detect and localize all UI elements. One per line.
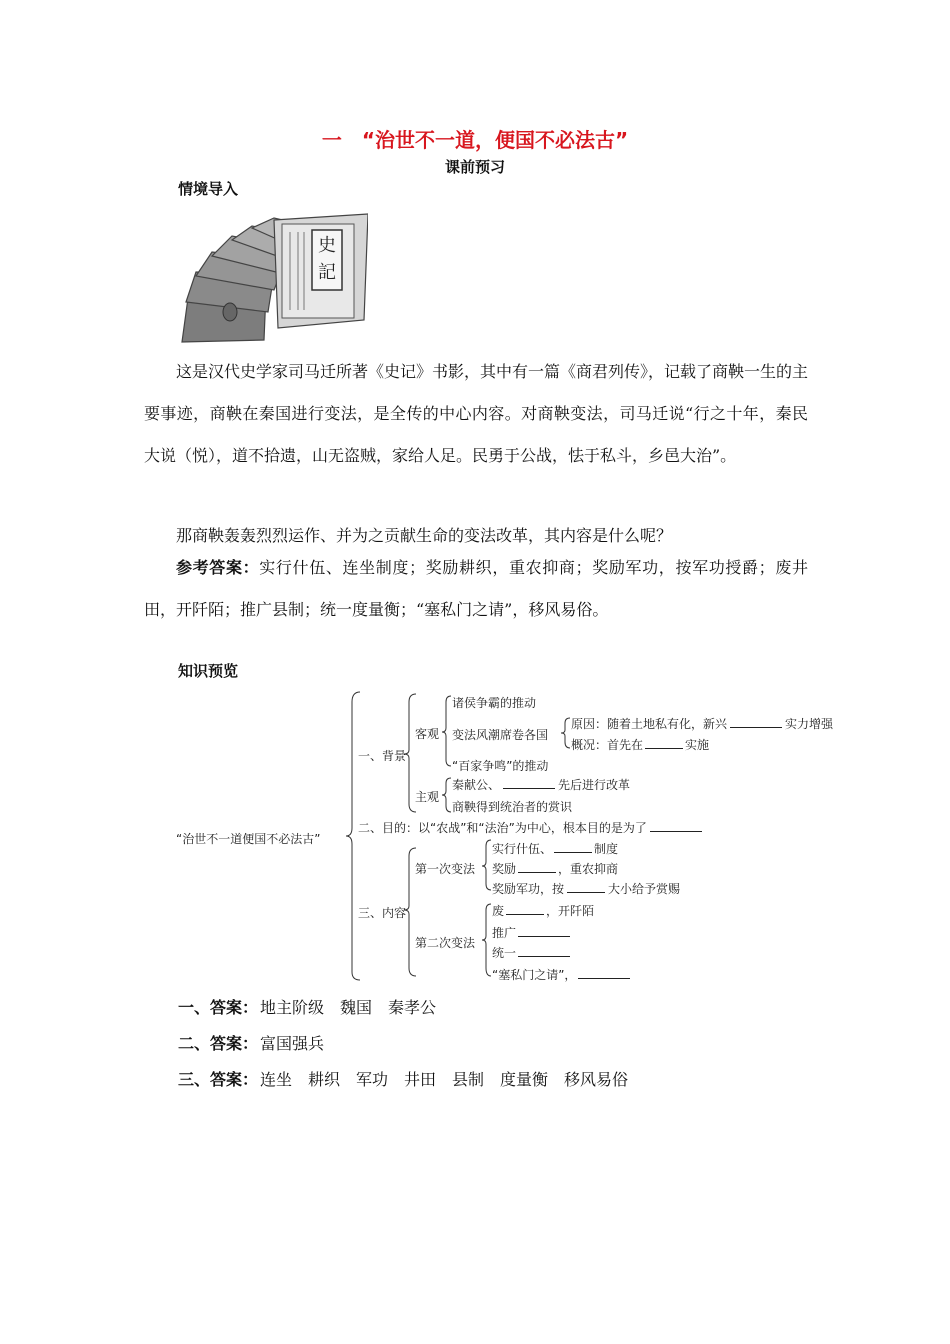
node-s4: “塞私门之请”， xyxy=(492,966,630,983)
situation-heading: 情境导入 xyxy=(178,180,239,198)
node-objective: 客观 xyxy=(415,727,440,741)
answer-2: 二、答案： 富国强兵 xyxy=(178,1034,325,1053)
diagram-root: “治世不一道便国不必法古” xyxy=(176,832,321,846)
node-subj-2: 商鞅得到统治者的赏识 xyxy=(452,800,573,814)
node-s3: 统一 xyxy=(492,944,570,961)
answer-label: 参考答案： xyxy=(176,558,260,577)
reference-answer xyxy=(144,547,808,631)
node-obj-3: “百家争鸣”的推动 xyxy=(452,759,549,773)
answer-3: 三、答案： 连坐 耕织 军功 井田 县制 度量衡 移风易俗 xyxy=(178,1070,629,1089)
node-overview: 概况：首先在 实施 xyxy=(571,738,710,752)
node-obj-1: 诸侯争霸的推动 xyxy=(452,696,537,710)
book-title-text: 史記 xyxy=(318,235,336,283)
node-background: 一、背景 xyxy=(358,749,407,763)
answer-text: 实行什伍、连坐制度；奖励耕织，重农抑商；奖励军功，按军功授爵；废井田，开阡陌；推广县制；统一度量衡；“塞私门之请”，移风易俗。 xyxy=(144,558,808,619)
node-second-reform: 第二次变法 xyxy=(415,936,476,950)
node-content: 三、内容 xyxy=(358,906,407,920)
node-obj-2: 变法风潮席卷各国 xyxy=(452,728,549,742)
node-f3: 奖励军功，按 大小给予赏赐 xyxy=(492,882,681,896)
node-s2: 推广 xyxy=(492,924,570,941)
intro-paragraph xyxy=(144,351,808,477)
node-subjective: 主观 xyxy=(415,790,440,804)
knowledge-diagram xyxy=(160,690,860,986)
node-f2: 奖励 ，重农抑商 xyxy=(492,862,619,876)
node-s1: 废 ，开阡陌 xyxy=(492,904,595,918)
page-subtitle: 课前预习 xyxy=(444,158,505,176)
node-reason: 原因：随着土地私有化，新兴 实力增强 xyxy=(571,717,834,731)
intro-text: 这是汉代史学家司马迁所著《史记》书影，其中有一篇《商君列传》，记载了商鞅一生的主要事迹，商鞅在秦国进行变法，是全传的中心内容。对商鞅变法，司马迁说“行之十年，秦民大说（悦），道不拾遗，山无盗贼，家给人足。民勇于公战，怯于私斗，乡邑大治”。 xyxy=(144,362,809,465)
page-title: 一 “治世不一道，便国不必法古” xyxy=(321,128,629,152)
shiji-book-photo-icon xyxy=(178,212,368,344)
node-first-reform: 第一次变法 xyxy=(415,862,476,876)
node-f1: 实行什伍、 制度 xyxy=(492,842,619,856)
preview-heading: 知识预览 xyxy=(178,662,239,680)
question-text: 那商鞅轰轰烈烈运作、并为之贡献生命的变法改革，其内容是什么呢？ xyxy=(176,526,673,545)
node-purpose: 二、目的：以“农战”和“法治”为中心，根本目的是为了 xyxy=(358,819,702,836)
node-subj-1: 秦献公、 先后进行改革 xyxy=(452,778,631,792)
answer-1: 一、答案： 地主阶级 魏国 秦孝公 xyxy=(178,998,437,1017)
